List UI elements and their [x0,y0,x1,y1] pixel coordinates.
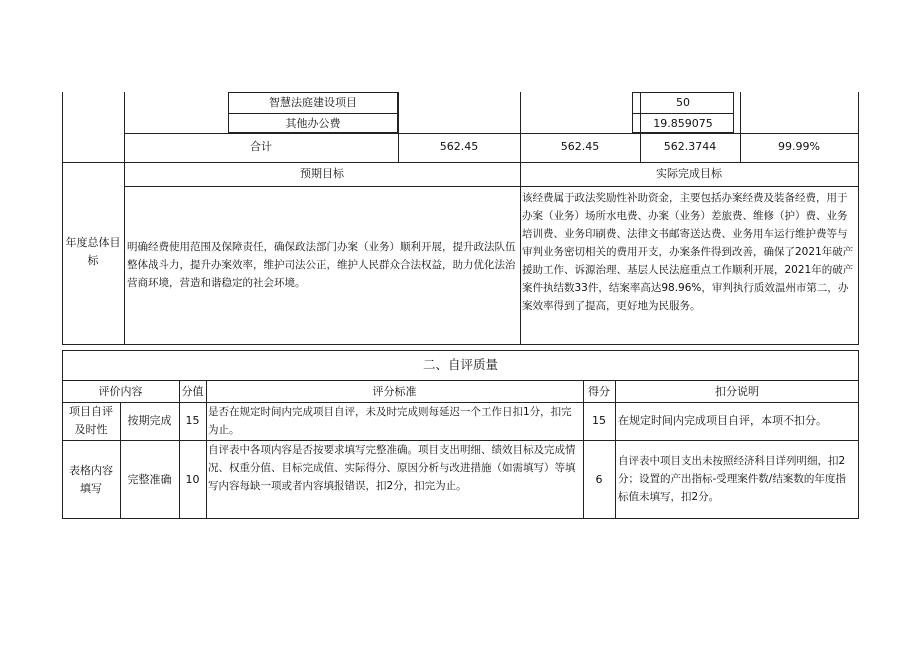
total-budget-start: 562.45 [439,140,479,153]
row2-category: 表格内容填写 [69,464,113,495]
header-score-value: 分值 [181,385,204,398]
row1-score-value: 15 [185,414,200,427]
row1-deduction: 在规定时间内完成项目自评，本项不扣分。 [618,414,827,427]
actual-goal-text: 该经费属于政法奖励性补助资金，主要包括办案经费及装备经费，用于办案（业务）场所水电费、办案（业务）差旅费、维修（护）费、业务培训费、业务印刷费、法律文书邮寄送达费、业务用车运行维护费等与审判业务密切相关的费用开支，办案条件得到改善，确保了2021年破产援助工作、诉源治理、基层人民法庭重点工作顺利开展，2021年的破产案件执结数33件，结案率高达98.96%，审判执行质效温州市第二，办案效率得到了提高，更好地为民服务。 [522,192,854,312]
item-name-other-office: 其他办公费 [285,117,341,130]
header-standard: 评分标准 [372,385,417,398]
actual-goal-header: 实际完成目标 [656,167,722,180]
row2-item: 完整准确 [127,473,172,486]
row1-item: 按期完成 [127,414,172,427]
total-rate: 99.99% [778,140,820,153]
row2-deduction: 自评表中项目支出未按照经济科目详列明细，扣2分；设置的产出指标-受理案件数/结案数的年度指标值未填写，扣2分。 [618,455,846,503]
header-deduction: 扣分说明 [715,385,759,398]
expected-goal-text: 明确经费使用范围及保障责任，确保政法部门办案（业务）顺利开展，提升政法队伍整体战斗力，提升办案效率，维护司法公正，维护人民群众合法权益，助力优化法治营商环境，营造和谐稳定的社会环境。 [127,241,516,289]
item-name-smart-court: 智慧法庭建设项目 [269,96,357,109]
row2-score-value: 10 [185,473,200,486]
row2-score: 6 [595,473,603,486]
annual-goal-label: 年度总体目标 [65,236,121,267]
total-executed: 562.3744 [663,140,717,153]
row1-standard: 是否在规定时间内完成项目自评，未及时完成则每延迟一个工作日扣1分，扣完为止。 [208,406,572,436]
header-score: 得分 [588,385,610,398]
header-content: 评价内容 [98,385,143,398]
row1-category: 项目自评及时性 [69,405,113,436]
expected-goal-header: 预期目标 [300,167,344,180]
item-executed-smart-court: 50 [676,96,690,109]
item-executed-other-office: 19.859075 [653,117,713,130]
total-label: 合计 [250,140,272,153]
row1-score: 15 [592,414,606,427]
row2-standard: 自评表中各项内容是否按要求填写完整准确。项目支出明细、绩效目标及完成情况、权重分值、目标完成值、实际得分、原因分析与改进措施（如需填写）等填写内容每缺一项或者内容填报错误，扣2分，扣完为止。 [208,444,576,492]
section-title: 二、自评质量 [422,357,498,372]
total-budget-full: 562.45 [560,140,600,153]
